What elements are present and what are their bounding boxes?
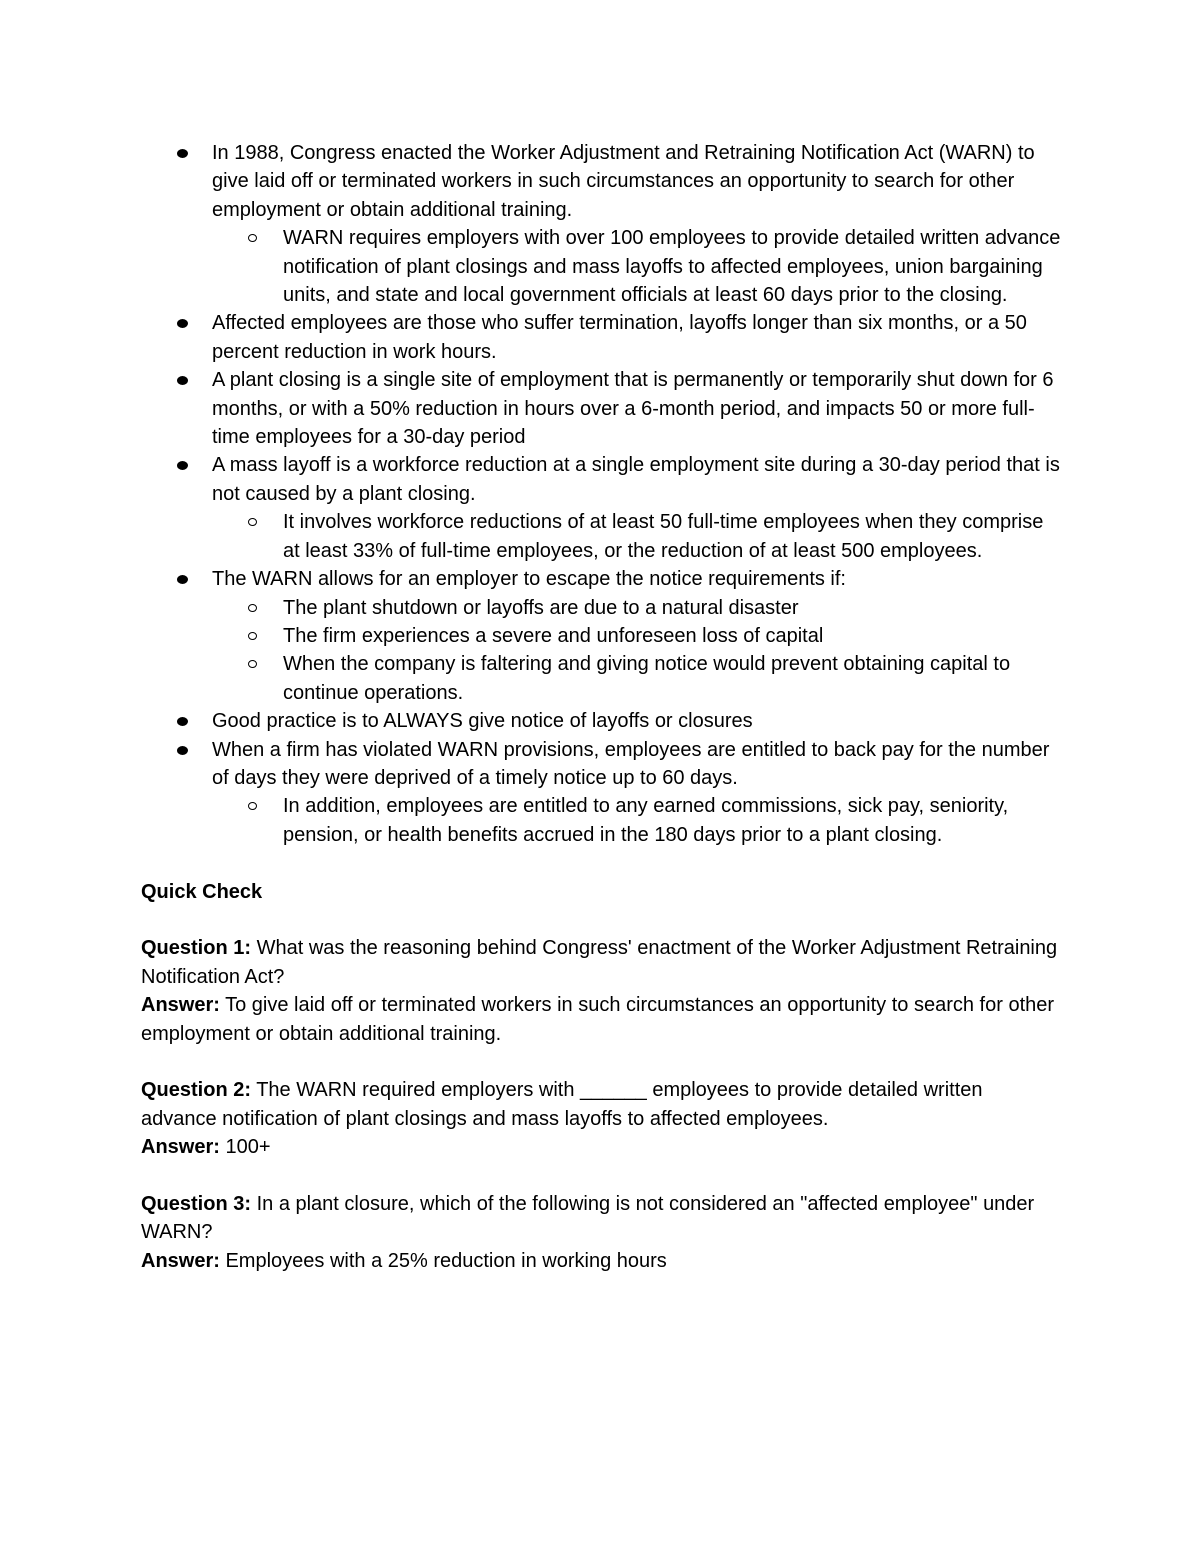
bullet-text: A plant closing is a single site of employment that is permanently or temporarily shut down for 6 months, or with a 50% reduction in hours over a 6-month period, and impacts 50 or more full-time employees for a 30-day period [212, 369, 1054, 449]
question-label: Question 3: [141, 1192, 252, 1215]
question-text: In a plant closure, which of the following is not considered an "affected employee" under WARN? [141, 1192, 1035, 1244]
list-item [141, 309, 1061, 366]
quick-check-title: Quick Check [141, 880, 263, 903]
sub-list-item [212, 594, 1061, 622]
question-block [141, 934, 1061, 1048]
bullet-text: Good practice is to ALWAYS give notice of layoffs or closures [212, 710, 753, 733]
sub-bullet-text: WARN requires employers with over 100 employees to provide detailed written advance notification of plant closings and mass layoffs to affected employees, union bargaining units, and state and local government officials at least 60 days prior to the closing. [283, 227, 1061, 307]
sub-list-item [212, 650, 1061, 707]
answer-label: Answer: [141, 1249, 220, 1272]
list-item [141, 736, 1061, 850]
answer-text: To give laid off or terminated workers in such circumstances an opportunity to search for other employment or obtain additional training. [141, 994, 1055, 1045]
list-item [141, 366, 1061, 451]
question-block [141, 1076, 1061, 1161]
sub-bullet-text: It involves workforce reductions of at least 50 full-time employees when they comprise at least 33% of full-time employees, or the reduction of at least 500 employees. [283, 511, 1044, 562]
sub-list [212, 792, 1061, 849]
circle-bullet-icon [248, 518, 257, 526]
answer-label: Answer: [141, 994, 220, 1017]
circle-bullet-icon [248, 660, 257, 668]
sub-list-item [212, 508, 1061, 565]
sub-list [212, 508, 1061, 565]
answer-line [141, 1133, 1061, 1161]
question-line [141, 1076, 1061, 1133]
sub-list-item [212, 792, 1061, 849]
question-line [141, 934, 1061, 991]
circle-bullet-icon [248, 234, 257, 242]
answer-text: Employees with a 25% reduction in working hours [225, 1249, 667, 1272]
list-item [141, 139, 1061, 309]
notes-list [141, 139, 1061, 849]
bullet-text: Affected employees are those who suffer termination, layoffs longer than six months, or a 50 percent reduction in work hours. [212, 312, 1027, 363]
question-block [141, 1190, 1061, 1275]
sub-list [212, 224, 1061, 309]
sub-list-item [212, 622, 1061, 650]
sub-bullet-text: In addition, employees are entitled to any earned commissions, sick pay, seniority, pension, or health benefits accrued in the 180 days prior to a plant closing. [283, 795, 1009, 846]
bullet-text: The WARN allows for an employer to escape the notice requirements if: [212, 568, 846, 591]
disc-bullet-icon [177, 149, 188, 158]
document-content [141, 139, 1061, 1275]
question-line [141, 1190, 1061, 1247]
disc-bullet-icon [177, 575, 188, 584]
bullet-text: When a firm has violated WARN provisions, employees are entitled to back pay for the number of days they were deprived of a timely notice up to 60 days. [212, 738, 1050, 789]
answer-line [141, 991, 1061, 1048]
sub-list [212, 594, 1061, 708]
question-label: Question 1: [141, 937, 252, 960]
answer-text: 100+ [225, 1136, 271, 1159]
disc-bullet-icon [177, 319, 188, 328]
question-text: The WARN required employers with ______ employees to provide detailed written advance notification of plant closings and mass layoffs to affected employees. [141, 1079, 983, 1130]
sub-list-item [212, 224, 1061, 309]
list-item [141, 451, 1061, 565]
circle-bullet-icon [248, 802, 257, 810]
bullet-text: A mass layoff is a workforce reduction at a single employment site during a 30-day period that is not caused by a plant closing. [212, 454, 1060, 505]
question-label: Question 2: [141, 1079, 252, 1102]
question-text: What was the reasoning behind Congress' enactment of the Worker Adjustment Retraining Notification Act? [141, 937, 1058, 988]
bullet-text: In 1988, Congress enacted the Worker Adjustment and Retraining Notification Act (WARN) to give laid off or terminated workers in such circumstances an opportunity to search for other employment or obtain additional training. [212, 142, 1035, 221]
sub-bullet-text: When the company is faltering and giving notice would prevent obtaining capital to continue operations. [283, 653, 1011, 704]
disc-bullet-icon [177, 376, 188, 385]
sub-bullet-text: The firm experiences a severe and unforeseen loss of capital [283, 624, 824, 647]
quick-check-section [141, 878, 1061, 1276]
circle-bullet-icon [248, 632, 257, 640]
list-item [141, 707, 1061, 735]
answer-label: Answer: [141, 1136, 220, 1159]
circle-bullet-icon [248, 604, 257, 612]
list-item [141, 565, 1061, 707]
disc-bullet-icon [177, 461, 188, 470]
answer-line [141, 1247, 1061, 1275]
disc-bullet-icon [177, 717, 188, 726]
sub-bullet-text: The plant shutdown or layoffs are due to a natural disaster [283, 596, 799, 619]
disc-bullet-icon [177, 746, 188, 755]
